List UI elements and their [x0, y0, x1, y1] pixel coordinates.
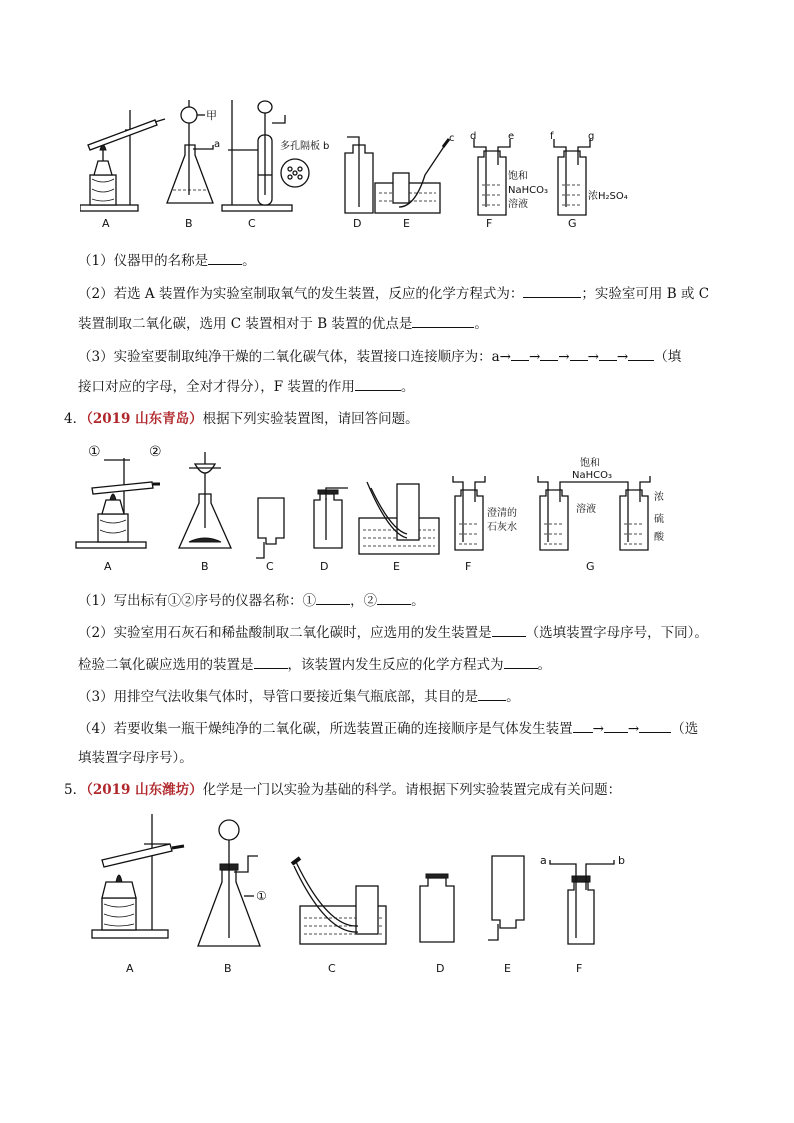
answer-blank[interactable]: [377, 590, 411, 605]
apparatus-3-f: [540, 854, 625, 975]
label-b: B: [185, 217, 193, 230]
callout-sat-3: 溶液: [576, 504, 596, 515]
apparatus-3-c: [292, 858, 386, 975]
callout-lime-1: 澄清的: [487, 508, 517, 519]
q4-part3: （3）用排空气法收集气体时，导管口要接近集气瓶底部，其目的是 。: [78, 686, 520, 707]
apparatus-2-b: [149, 444, 231, 573]
answer-blank[interactable]: [478, 686, 506, 701]
callout-a: a: [214, 139, 221, 150]
callout-a: a: [540, 854, 547, 867]
callout-c: c: [449, 133, 455, 144]
label-d: D: [353, 217, 362, 230]
q4-part1: （1）写出标有①②序号的仪器名称：① ，② 。: [78, 590, 425, 611]
apparatus-2-e: [359, 482, 439, 573]
callout-h1: 浓: [654, 492, 664, 503]
callout-sat-3: 溶液: [508, 199, 528, 210]
q4-part4-line1: （4）若要收集一瓶干燥纯净的二氧化碳，所选装置正确的连接顺序是气体发生装置 → → （选: [78, 718, 698, 739]
apparatus-3-a: [92, 814, 184, 975]
callout-h2so4: 浓H₂SO₄: [588, 191, 628, 202]
apparatus-3-e: [488, 856, 524, 975]
label-g: G: [568, 217, 577, 230]
q4-stem: 4．（2019 山东青岛）根据下列实验装置图，请回答问题。: [64, 411, 419, 427]
apparatus-1-e: [375, 133, 455, 230]
answer-blank[interactable]: [208, 250, 242, 265]
callout-sat-1: 饱和: [508, 171, 528, 182]
callout-h2: 硫: [654, 514, 664, 525]
label-b: B: [224, 962, 232, 975]
q3-part3-line2: 接口对应的字母，全对才得分），F 装置的作用 。: [78, 376, 414, 397]
answer-blank[interactable]: [628, 346, 654, 361]
apparatus-figure-3: [88, 810, 648, 980]
q4-part2-line1: （2）实验室用石灰石和稀盐酸制取二氧化碳时，应选用的发生装置是 （选填装置字母序号，下同）。: [78, 622, 708, 643]
apparatus-1-c: [222, 100, 329, 230]
apparatus-2-a: [76, 444, 160, 573]
label-e: E: [504, 962, 511, 975]
callout-sat-2: NaHCO₃: [508, 185, 548, 196]
label-f: F: [465, 560, 472, 573]
callout-h3: 酸: [654, 532, 664, 543]
answer-blank[interactable]: [523, 283, 581, 298]
callout-sat-2: NaHCO₃: [572, 470, 612, 481]
apparatus-2-f: [453, 476, 517, 573]
source-tag: （2019 山东潍坊）: [86, 782, 203, 798]
answer-blank[interactable]: [511, 346, 529, 361]
q4-part4-line2: 填装置字母序号）。: [78, 750, 193, 766]
label-d: D: [436, 962, 445, 975]
answer-blank[interactable]: [599, 346, 617, 361]
callout-n2: ②: [149, 444, 162, 460]
callout-lime-2: 石灰水: [487, 522, 517, 533]
apparatus-1-b: [167, 100, 220, 230]
callout-f: f: [550, 131, 554, 142]
answer-blank[interactable]: [316, 590, 350, 605]
label-e: E: [393, 560, 400, 573]
label-a: A: [104, 560, 112, 573]
callout-jia: 甲: [206, 109, 217, 122]
callout-n1: ①: [256, 889, 267, 903]
q3-part1: （1）仪器甲的名称是 。: [78, 250, 256, 271]
answer-blank[interactable]: [570, 346, 588, 361]
callout-e: e: [508, 131, 515, 142]
label-d: D: [320, 560, 329, 573]
apparatus-1-d: [345, 137, 373, 230]
label-g: G: [586, 560, 595, 573]
apparatus-1-g: [550, 131, 628, 230]
callout-porous: 多孔隔板: [280, 141, 320, 152]
answer-blank[interactable]: [639, 718, 671, 733]
callout-sat-1: 饱和: [580, 458, 600, 469]
source-tag: （2019 山东青岛）: [86, 411, 203, 427]
label-f: F: [486, 217, 493, 230]
label-b: B: [201, 560, 209, 573]
apparatus-3-d: [420, 874, 454, 975]
label-c: C: [248, 217, 256, 230]
label-c: C: [328, 962, 336, 975]
callout-n1: ①: [88, 444, 101, 460]
answer-blank[interactable]: [355, 376, 401, 391]
callout-b: b: [323, 141, 330, 152]
label-a: A: [102, 217, 110, 230]
apparatus-2-g: [538, 456, 665, 573]
answer-blank[interactable]: [492, 622, 526, 637]
label-c: C: [266, 560, 274, 573]
label-e: E: [403, 217, 410, 230]
label-a: A: [126, 962, 134, 975]
apparatus-2-c: [256, 498, 284, 573]
answer-blank[interactable]: [540, 346, 558, 361]
q3-part2-line2: 装置制取二氧化碳，选用 C 装置相对于 B 装置的优点是 。: [78, 313, 488, 334]
apparatus-1-a: [80, 110, 165, 230]
answer-blank[interactable]: [254, 654, 288, 669]
answer-blank[interactable]: [504, 654, 538, 669]
apparatus-figure-2: [74, 438, 674, 578]
q5-stem: 5．（2019 山东潍坊）化学是一门以实验为基础的科学。请根据下列实验装置完成有关问题：: [64, 782, 622, 798]
apparatus-3-b: [198, 820, 267, 975]
apparatus-2-d: [314, 488, 348, 573]
answer-blank[interactable]: [412, 313, 474, 328]
callout-d: d: [470, 131, 477, 142]
answer-blank[interactable]: [573, 718, 593, 733]
q4-part2-line2: 检验二氧化碳应选用的装置是 ，该装置内发生反应的化学方程式为 。: [78, 654, 551, 675]
apparatus-figure-1: [80, 95, 640, 235]
q3-part2-line1: （2）若选 A 装置作为实验室制取氧气的发生装置，反应的化学方程式为： ；实验室可用 B 或 C: [78, 283, 709, 304]
callout-g: g: [588, 131, 595, 142]
label-f: F: [576, 962, 583, 975]
callout-b: b: [618, 854, 625, 867]
answer-blank[interactable]: [604, 718, 628, 733]
q3-part3-line1: （3）实验室要制取纯净干燥的二氧化碳气体，装置接口连接顺序为：a→ → → → → （填: [78, 346, 681, 367]
apparatus-1-f: [470, 131, 548, 230]
